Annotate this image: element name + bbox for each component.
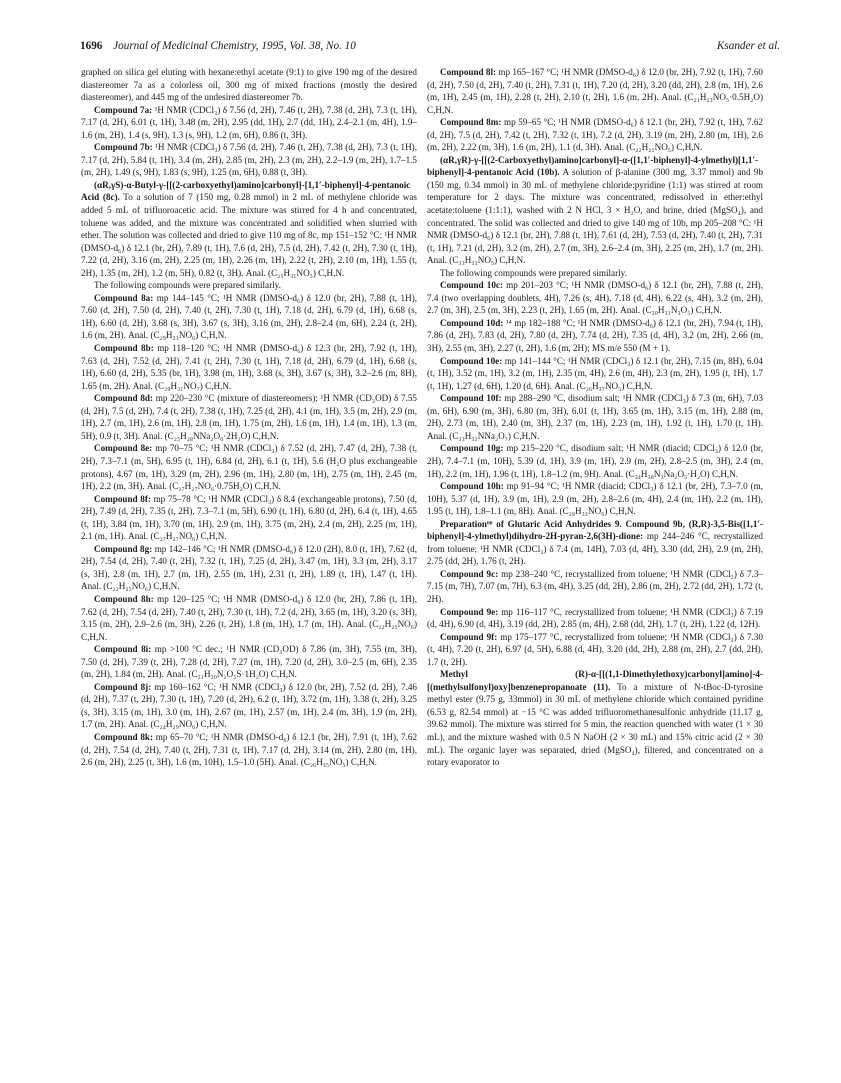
paragraph-text: mp 160–162 °C; ¹H NMR (CDCl₃) δ 12.0 (br, 2H), 7.52 (d, 2H), 7.46 (d, 2H), 7.37 (t, 2H), 7.30 (t, 1H), 7.20 (d, 2H), 6.2 (t, 1H), 3.72 (m, 1H), 3.38 (t, 2H), 3.25 (s, 3H), 3.15 (m, 1H), 3.0 (m, 1H), 2.67 (m, 1H), 2.57 (m, 1H), 2.4 (m, 3H), 1.9 (m, 2H), 1.7 (m, 2H). Anal. (C₂₄H₂₉NO₆) C,H,N.: [81, 681, 417, 730]
paragraph-text: graphed on silica gel eluting with hexane:ethyl acetate (9:1) to give 190 mg of the desired diastereomer 7a as a colorless oil, 300 mg of mixed fractions (mostly the desired diastereomer), and 445 mg of the undesired diastereomer 7b.: [81, 67, 417, 103]
page-number: 1696: [80, 40, 103, 52]
paragraph: [427, 480, 763, 518]
compound-heading: Compound 8j:: [94, 681, 152, 692]
paragraph: [81, 681, 417, 731]
paragraph-text: mp 120–125 °C; ¹H NMR (DMSO-d₆) δ 12.0 (br, 2H), 7.86 (t, 1H), 7.62 (d, 2H), 7.54 (d, 2H), 7.40 (t, 2H), 7.30 (t, 1H), 7.2 (d, 2H), 3.65 (m, 1H), 3.20 (s, 3H), 3.15 (m, 2H), 2.9–2.6 (m, 3H), 2.26 (t, 2H), 1.8 (m, 1H), 1.7 (m, 1H). Anal. (C₂₂H₂₅NO₆) C,H,N.: [81, 593, 417, 642]
paragraph-text: mp 75–78 °C; ¹H NMR (CDCl₃) δ 8.4 (exchangeable protons), 7.50 (d, 2H), 7.49 (d, 2H), 7.35 (t, 2H), 7.3–7.1 (m, 5H), 6.90 (t, 1H), 6.80 (d, 2H), 6.4 (t, 1H), 4.65 (t, 1H), 3.84 (m, 1H), 3.70 (m, 1H), 2.9 (m, 1H), 3.75 (m, 2H), 2.4 (m, 2H), 2.25 (m, 1H), 2.1 (m, 1H). Anal. (C₂₇H₂₇NO₆) C,H,N.: [81, 493, 418, 542]
compound-heading: Compound 7b:: [94, 142, 153, 153]
paragraph-text: mp 175–177 °C, recrystallized from toluene; ¹H NMR (CDCl₃) δ 7.30 (t, 4H), 7.20 (t, 2H), 6.97 (d, 5H), 6.88 (d, 4H), 3.20 (dd, 2H), 2.88 (m, 2H), 2.7 (dd, 2H), 1.7 (t, 2H).: [427, 631, 763, 667]
compound-heading: Compound 8m:: [440, 117, 502, 128]
paragraph: [427, 568, 763, 606]
paragraph: [427, 154, 763, 267]
compound-heading: Compound 9f:: [440, 631, 498, 642]
running-authors: Ksander et al.: [716, 40, 780, 52]
paragraph: [427, 66, 763, 116]
paragraph: [81, 66, 417, 104]
paragraph-text: A solution of β-alanine (300 mg, 3.37 mmol) and 9b (150 mg, 0.34 mmol) in 30 mL of methylene chloride:pyridine (1:1) was stirred at room temperature for 2 days. The mixture was concentrated, redissolved in ether:ethyl acetate:toluene (1:1:1), washed with 2 N HCl, 3 × H₂O, and brine, dried (MgSO₄), and concentrated. The solid was collected and dried to give 140 mg of 10b, mp 205–208 °C: ¹H NMR (DMSO-d₆) δ 12.1 (br, 2H), 7.88 (t, 1H), 7.61 (d, 2H), 7.53 (d, 2H), 7.40 (t, 2H), 7.31 (t, 1H), 7.21 (d, 2H), 3.2 (m, 2H), 2.7 (m, 3H), 2.6–2.4 (m, 3H), 2.25 (m, 2H), 1.7 (m, 2H). Anal. (C₃₃H₃₃NO₅) C,H,N.: [427, 167, 764, 266]
paragraph-text: The following compounds were prepared similarly.: [440, 267, 627, 278]
compound-heading: Compound 8d:: [94, 393, 154, 404]
paragraph: [427, 606, 763, 631]
paragraph-text: mp 141–144 °C; ¹H NMR (CDCl₃) δ 12.1 (br, 2H), 7.15 (m, 8H), 6.04 (t, 1H), 3.52 (m, 1H), 3.2 (m, 1H), 2.35 (m, 4H), 2.6 (m, 4H), 2.3 (m, 2H), 1.95 (t, 1H), 1.7 (t, 1H), 1.27 (d, 6H), 1.20 (d, 6H). Anal. (C₂₆H₃₇NO₅) C,H,N.: [427, 355, 763, 391]
compound-heading: Compound 9c:: [440, 568, 499, 579]
compound-heading: Compound 10g:: [440, 443, 504, 454]
paragraph-text: mp 70–75 °C; ¹H NMR (CDCl₃) δ 7.52 (d, 2H), 7.47 (d, 2H), 7.38 (t, 2H), 7.3–7.1 (m, 5H), 6.95 (t, 1H), 6.84 (d, 2H), 6.1 (t, 1H), 5.6 (H₂O plus exchangeable protons), 4.67 (m, 1H), 3.29 (m, 2H), 2.96 (m, 1H), 2.80 (m, 1H), 2.75 (m, 1H), 2.45 (m, 1H), 2.2 (m, 3H). Anal. (C₂₇H₂₇NO₆·0.75H₂O) C,H,N.: [81, 443, 418, 492]
compound-heading: Compound 7a:: [94, 104, 153, 115]
paragraph: [427, 279, 763, 317]
compound-heading: Compound 8a:: [94, 292, 154, 303]
compound-heading: Compound 10d:: [440, 317, 504, 328]
left-column: [81, 66, 417, 769]
paragraph-text: mp 215–220 °C, disodium salt; ¹H NMR (diacid; CDCl₃) δ 12.0 (br, 2H), 7.4–7.1 (m, 10H), 5.39 (d, 1H), 3.9 (m, 1H), 2.9 (m, 2H), 2.8–2.5 (m, 3H), 2.4 (m, 1H), 2.2 (m, 1H), 1.96 (t, 1H), 1.8–1.2 (m, 9H). Anal. (C₃₄H₃₈N₃Na₂O₅·H₂O) C,H,N.: [427, 443, 764, 479]
paragraph-text: mp 165–167 °C; ¹H NMR (DMSO-d₆) δ 12.0 (br, 2H), 7.92 (t, 1H), 7.60 (d, 2H), 7.50 (d, 2H), 7.40 (t, 2H), 7.31 (t, 1H), 7.20 (d, 2H), 3.20 (dd, 2H), 2.8 (m, 1H), 2.6 (m, 1H), 2.45 (m, 1H), 2.28 (t, 2H), 2.10 (t, 2H), 1.6 (m, 2H). Anal. (C₂₁H₂₃NO₅·0.5H₂O) C,H,N.: [427, 67, 763, 115]
compound-heading: Compound 8h:: [94, 593, 154, 604]
compound-heading: Methyl (R)-α-[[(1,1-Dimethylethoxy)carbonyl]amino]-4-[(methylsulfonyl)oxy]benzenepropanoate (11).: [427, 669, 763, 692]
paragraph: [81, 643, 417, 681]
paragraph-text: ¹⁴ mp 182–188 °C; ¹H NMR (DMSO-d₆) δ 12.1 (br, 2H), 7.94 (t, 1H), 7.86 (d, 2H), 7.83 (d, 2H), 7.80 (d, 2H), 7.74 (d, 2H), 7.35 (d, 4H), 3.2 (m, 2H), 2.66 (m, 3H), 2.55 (m, 3H), 2.27 (t, 2H), 1.6 (m, 2H); MS m/e 550 (M + 1).: [427, 317, 763, 354]
paragraph-text: mp 65–70 °C; ¹H NMR (DMSO-d₆) δ 12.1 (br, 2H), 7.91 (t, 1H), 7.62 (d, 2H), 7.54 (d, 2H), 7.40 (t, 2H), 7.31 (t, 1H), 7.17 (d, 2H), 3.14 (m, 2H), 2.80 (m, 1H), 2.6 (m, 2H), 2.25 (t, 3H), 1.6 (m, 10H), 1.5–1.0 (5H). Anal. (C₂₆H₃₅NO₅) C,H,N.: [81, 731, 418, 768]
paragraph-text: To a mixture of N-tBoc-D-tyrosine methyl ester (9.75 g, 33mmol) in 30 mL of methylene chloride which contained pyridine (6.53 g, 82.54 mmol) at −15 °C was added trifluoromethanesulfonic anhydride (11.17 g, 39.62 mmol). The mixture was stirred for 5 min, the reaction quenched with water (1 × 30 mL), and the mixture washed with 0.5 N NaOH (2 × 30 mL) and 15% citric acid (2 × 30 mL). The organic layer was separated, dried (MgSO₄), filtered, and concentrated on a rotary evaporator to: [427, 681, 763, 768]
compound-heading: Compound 10f:: [440, 393, 502, 404]
paragraph-text: The following compounds were prepared similarly.: [94, 280, 281, 291]
compound-heading: Compound 8g:: [94, 543, 153, 554]
paragraph: [81, 141, 417, 179]
paragraph: [81, 342, 417, 392]
compound-heading: Compound 8i:: [94, 644, 152, 655]
paragraph-text: mp 144–145 °C; ¹H NMR (DMSO-d₆) δ 12.0 (br, 2H), 7.88 (t, 1H), 7.60 (d, 2H), 7.50 (d, 2H), 7.40 (t, 2H), 7.30 (t, 1H), 7.18 (d, 2H), 6.79 (d, 1H), 6.68 (s, 1H), 6.60 (d, 2H), 3.68 (s, 3H), 3.67 (s, 3H), 3.16 (m, 2H), 2.8–2.4 (m, 6H), 2.24 (t, 2H), 1.6 (m, 2H). Anal. (C₂₉H₃₁NO₆) C,H,N.: [81, 292, 418, 341]
compound-heading: (αR,γR)-γ-[[(2-Carboxyethyl)amino]carbonyl]-α-([1,1′-biphenyl]-4-ylmethyl)[1,1′-biphenyl]-4-pentanoic Acid (10b).: [427, 154, 759, 178]
paragraph: [81, 593, 417, 643]
right-column: [427, 66, 763, 769]
compound-heading: Compound 8b:: [94, 343, 154, 354]
paragraph-text: mp 244–246 °C, recrystallized from toluene; ¹H NMR (CDCl₃) δ 7.4 (m, 14H), 7.03 (d, 4H), 3.30 (dd, 2H), 2.9 (m, 2H), 2.75 (dd, 2H), 1.76 (t, 2H).: [427, 531, 763, 567]
paragraph: [81, 392, 417, 442]
paragraph: [427, 317, 763, 355]
compound-heading: Compound 8k:: [94, 731, 154, 742]
compound-heading: Preparation⁶⁶ of Glutaric Acid Anhydrides 9. Compound 9b, (R,R)-3,5-Bis([1,1′-biphenyl]-4-ylmethyl)dihydro-2H-pyran-2,6(3H)-dione:: [427, 518, 763, 542]
paragraph-text: mp 201–203 °C; ¹H NMR (DMSO-d₆) δ 12.1 (br, 2H), 7.88 (t, 2H), 7.4 (two overlapping doublets, 4H), 7.26 (s, 4H), 7.18 (d, 4H), 6.22 (s, 4H), 3.2 (m, 2H), 2.7 (m, 3H), 2.5 (m, 3H), 2.23 (t, 2H), 1.65 (m, 2H). Anal. (C₃₀H₃₁N₃O₅) C,H,N.: [427, 280, 763, 316]
compound-heading: Compound 9e:: [440, 606, 499, 617]
paragraph: [81, 731, 417, 769]
journal-citation: Journal of Medicinal Chemistry, 1995, Vol. 38, No. 10: [113, 40, 356, 52]
paragraph: [427, 442, 763, 480]
paragraph-text: mp 220–230 °C (mixture of diastereomers); ¹H NMR (CD₃OD) δ 7.55 (d, 2H), 7.5 (d, 2H), 7.4 (t, 2H), 7.38 (t, 1H), 7.25 (d, 2H), 4.1 (m, 1H), 3.5 (m, 2H), 2.9 (m, 1H), 2.7 (m, 1H), 2.6 (m, 1H), 2.8 (m, 1H), 1.75 (m, 2H), 1.6 (m, 1H), 1.4 (m, 1H), 1.3 (m, 5H), 0.9 (t, 3H). Anal. (C₂₅H₂₈NNa₂O₆·2H₂O) C,H,N.: [81, 393, 417, 441]
paragraph: [81, 442, 417, 492]
paragraph: [427, 116, 763, 154]
paragraph: [427, 392, 763, 442]
paragraph: [81, 279, 417, 292]
paragraph: [81, 292, 417, 342]
compound-heading: (αR,γS)-α-Butyl-γ-[[(2-carboxyethyl)amino]carbonyl]-[1,1′-biphenyl]-4-pentanoic Acid (8c).: [81, 179, 411, 203]
paragraph-text: mp 142–146 °C; ¹H NMR (DMSO-d₆) δ 12.0 (2H), 8.0 (t, 1H), 7.62 (d, 2H), 7.54 (d, 2H), 7.40 (t, 2H), 7.32 (t, 1H), 7.25 (d, 2H), 3.47 (m, 1H), 3.3 (m, 2H), 3.17 (s, 3H), 2.8 (m, 1H), 2.7 (m, 1H), 2.55 (m, 1H), 2.31 (t, 2H), 1.89 (t, 1H), 1.47 (t, 1H). Anal. (C₂₂H₂₅NO₆) C,H,N.: [81, 543, 418, 592]
paragraph: [81, 493, 417, 543]
paragraph-text: mp 116–117 °C, recrystallized from toluene; ¹H NMR (CDCl₃) δ 7.19 (d, 4H), 6.90 (d, 4H), 3.19 (dd, 2H), 2.85 (m, 4H), 2.68 (dd, 2H), 1.7 (t, 2H), 1.22 (d, 12H).: [427, 606, 763, 630]
paragraph: [81, 104, 417, 142]
paragraph: [427, 631, 763, 669]
paragraph-text: mp 288–290 °C, disodium salt; ¹H NMR (CDCl₃) δ 7.3 (m, 6H), 7.03 (m, 6H), 6.90 (m, 3H), 6.80 (m, 3H), 6.01 (t, 1H), 3.65 (m, 1H), 3.15 (m, 1H), 2.88 (m, 2H), 2.73 (m, 1H), 2.40 (m, 3H), 2.37 (m, 1H), 2.23 (m, 1H), 1.92 (t, 1H), 1.70 (t, 1H). Anal. (C₃₃H₃₁NNa₂O₇) C,H,N.: [427, 393, 763, 441]
paragraph-text: To a solution of 7 (150 mg, 0.28 mmol) in 2 mL of methylene chloride was added 5 mL of trifluoroacetic acid. The mixture was stirred for 4 h and concentrated, toluene was added, and the mixture was concentrated and solidified when slurried with ether. The solution was collected and dried to give 110 mg of 8c, mp 151–152 °C: ¹H NMR (DMSO-d₆) δ 12.1 (br, 2H), 7.89 (t, 1H), 7.6 (d, 2H), 7.5 (d, 2H), 7.42 (t, 2H), 7.30 (t, 1H), 7.22 (d, 2H), 3.16 (m, 2H), 2.25 (m, 1H), 2.26 (m, 1H), 2.22 (t, 2H), 2.10 (m, 1H), 1.55 (t, 2H), 1.35 (m, 2H), 1.2 (m, 5H), 0.82 (t, 3H). Anal. (C₂₅H₃₁NO₅) C,H,N.: [81, 192, 417, 278]
compound-heading: Compound 10c:: [440, 280, 503, 291]
paragraph: [427, 355, 763, 393]
paragraph: [81, 543, 417, 593]
paragraph-text: mp 59–65 °C; ¹H NMR (DMSO-d₆) δ 12.1 (br, 2H), 7.92 (t, 1H), 7.62 (d, 2H), 7.5 (d, 2H), 7.42 (t, 2H), 7.32 (t, 1H), 7.2 (d, 2H), 3.19 (m, 2H), 2.80 (m, 1H), 2.6 (m, 2H), 2.22 (m, 3H), 1.6 (m, 2H), 1.1 (d, 3H). Anal. (C₂₂H₂₅NO₅) C,H,N.: [427, 117, 763, 153]
paragraph-text: mp 118–120 °C; ¹H NMR (DMSO-d₆) δ 12.3 (br, 2H), 7.92 (t, 1H), 7.63 (d, 2H), 7.52 (d, 2H), 7.41 (t, 2H), 7.30 (t, 1H), 7.18 (d, 2H), 6.79 (d, 1H), 6.68 (s, 1H), 6.60 (d, 2H), 5.35 (br, 1H), 3.98 (m, 1H), 3.68 (s, 3H), 3.67 (s, 3H), 3.2–2.6 (m, 8H), 1.65 (m, 2H). Anal. (C₂₉H₃₁NO₇) C,H,N.: [81, 343, 418, 391]
compound-heading: Compound 8l:: [440, 67, 497, 77]
compound-heading: Compound 10e:: [440, 355, 503, 366]
compound-heading: Compound 8e:: [94, 443, 153, 454]
paragraph: [427, 267, 763, 280]
compound-heading: Compound 8f:: [94, 493, 151, 504]
paragraph-text: ¹H NMR (CDCl₃) δ 7.56 (d, 2H), 7.46 (t, 2H), 7.38 (d, 2H), 7.3 (t, 1H), 7.17 (d, 2H), 6.01 (t, 1H), 3.48 (m, 2H), 2.95 (dd, 1H), 2.7 (dd, 1H), 2.4–2.1 (m, 4H), 1.9–1.6 (m, 2H), 1.4 (s, 9H), 1.3 (s, 9H), 1.2 (m, 6H), 0.86 (t, 3H).: [81, 104, 418, 140]
paragraph: [81, 179, 417, 279]
running-header: [80, 38, 780, 54]
paragraph: [427, 668, 763, 768]
paragraph-text: mp 91–94 °C; ¹H NMR (diacid; CDCl₃) δ 12.1 (br, 2H), 7.3–7.0 (m, 10H), 5.37 (d, 1H), 3.9 (m, 1H), 2.9 (m, 2H), 2.8–2.6 (m, 4H), 2.4 (m, 1H), 2.2 (m, 1H), 1.95 (t, 1H), 1.8–1.1 (m, 8H). Anal. (C₂₈H₃₃NO₆) C,H,N.: [427, 481, 764, 517]
compound-heading: Compound 10h:: [440, 481, 504, 492]
paragraph-text: mp >100 °C dec.; ¹H NMR (CD₃OD) δ 7.86 (m, 3H), 7.55 (m, 3H), 7.50 (d, 2H), 7.39 (t, 2H), 7.28 (d, 2H), 7.27 (m, 1H), 7.20 (d, 2H), 3.0–2.5 (m, 6H), 2.35 (m, 2H), 1.84 (m, 2H). Anal. (C₃₁H₃₀N₂O₅S·1H₂O) C,H,N.: [81, 644, 417, 680]
paragraph-text: mp 238–240 °C, recrystallized from toluene; ¹H NMR (CDCl₃) δ 7.3–7.15 (m, 7H), 7.07 (m, 7H), 6.3 (m, 4H), 3.25 (dd, 2H), 2.86 (m, 2H), 2.72 (dd, 2H), 1.72 (t, 2H).: [427, 568, 763, 604]
paragraph: [427, 518, 763, 568]
paragraph-text: ¹H NMR (CDCl₃) δ 7.56 (d, 2H), 7.46 (t, 2H), 7.38 (d, 2H), 7.3 (t, 1H), 7.17 (d, 2H), 5.84 (t, 1H), 3.4 (m, 2H), 2.85 (m, 2H), 2.3 (m, 2H), 2.2–1.9 (m, 2H), 1.7–1.5 (m, 2H), 1.49 (s, 9H), 1.83 (s, 9H), 1.25 (m, 6H), 0.88 (t, 3H).: [81, 142, 418, 178]
